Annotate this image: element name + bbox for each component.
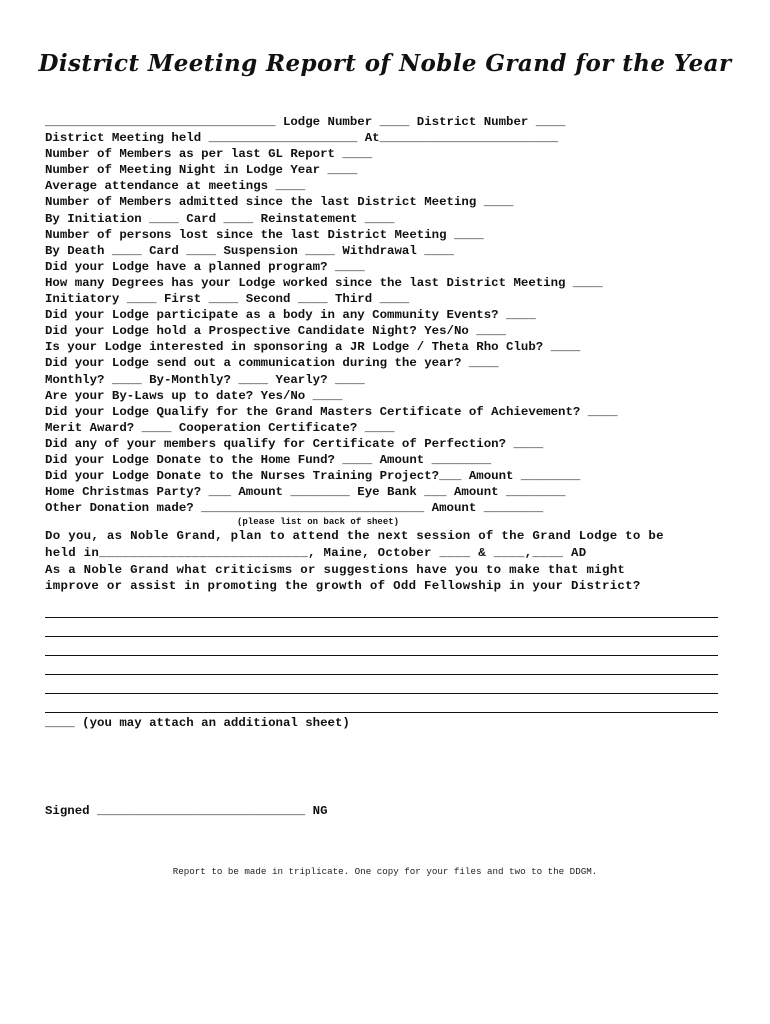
form-line-planned-program[interactable]: Did your Lodge have a planned program? ____ <box>45 259 365 274</box>
answer-line[interactable] <box>45 637 718 656</box>
form-line-candidate-night[interactable]: Did your Lodge hold a Prospective Candidate Night? Yes/No ____ <box>45 324 507 339</box>
question-criticisms-cont: improve or assist in promoting the growth of Odd Fellowship in your District? <box>45 579 641 594</box>
answer-line[interactable] <box>45 694 718 713</box>
form-line-members-count[interactable]: Number of Members as per last GL Report ____ <box>45 147 373 162</box>
form-line-district-meeting[interactable]: District Meeting held ____________________ At________________________ <box>45 131 559 146</box>
form-line-members-admitted[interactable]: Number of Members admitted since the last District Meeting ____ <box>45 195 514 210</box>
footer-note: Report to be made in triplicate. One copy for your files and two to the DDGM. <box>172 866 598 877</box>
answer-line[interactable] <box>45 599 718 618</box>
form-line-community-events[interactable]: Did your Lodge participate as a body in any Community Events? ____ <box>45 308 536 323</box>
form-line-bylaws[interactable]: Are your By-Laws up to date? Yes/No ____ <box>45 388 343 403</box>
form-line-lodge-name[interactable]: _______________________________ Lodge Number ____ District Number ____ <box>45 115 566 129</box>
form-line-degree-types[interactable]: Initiatory ____ First ____ Second ____ Third ____ <box>45 292 410 307</box>
signature-line[interactable]: Signed ____________________________ NG <box>45 804 328 818</box>
back-of-sheet-note: (please list on back of sheet) <box>237 517 400 528</box>
question-criticisms: As a Noble Grand what criticisms or suggestions have you to make that might <box>45 562 626 577</box>
form-line-meeting-nights[interactable]: Number of Meeting Night in Lodge Year ____ <box>45 163 358 178</box>
report-form <box>45 114 735 731</box>
answer-line[interactable] <box>45 618 718 637</box>
question-grand-lodge: Do you, as Noble Grand, plan to attend the next session of the Grand Lodge to be <box>45 529 664 544</box>
form-line-home-fund[interactable]: Did your Lodge Donate to the Home Fund? ____ Amount ________ <box>45 452 492 467</box>
form-line-nurses-training[interactable]: Did your Lodge Donate to the Nurses Training Project?___ Amount ________ <box>45 469 581 484</box>
attach-sheet-line[interactable]: ____ (you may attach an additional sheet) <box>45 715 350 730</box>
form-line-average-attendance[interactable]: Average attendance at meetings ____ <box>45 179 306 194</box>
form-line-communication[interactable]: Did your Lodge send out a communication during the year? ____ <box>45 356 499 371</box>
form-line-perfection-certificate[interactable]: Did any of your members qualify for Certificate of Perfection? ____ <box>45 436 544 451</box>
form-line-merit-award[interactable]: Merit Award? ____ Cooperation Certificate? ____ <box>45 420 395 435</box>
answer-line[interactable] <box>45 656 718 675</box>
page-title: District Meeting Report of Noble Grand for the Year <box>38 50 732 77</box>
form-line-admission-types[interactable]: By Initiation ____ Card ____ Reinstatement ____ <box>45 211 395 226</box>
form-line-loss-types[interactable]: By Death ____ Card ____ Suspension ____ Withdrawal ____ <box>45 243 454 258</box>
form-line-communication-frequency[interactable]: Monthly? ____ By-Monthly? ____ Yearly? ____ <box>45 372 365 387</box>
form-line-degrees-worked[interactable]: How many Degrees has your Lodge worked since the last District Meeting ____ <box>45 275 603 290</box>
question-held-in[interactable]: held in___________________________, Maine, October ____ & ____,____ AD <box>45 545 587 560</box>
answer-line[interactable] <box>45 675 718 694</box>
form-line-christmas-eye-bank[interactable]: Home Christmas Party? ___ Amount ________ Eye Bank ___ Amount ________ <box>45 485 566 500</box>
form-line-persons-lost[interactable]: Number of persons lost since the last District Meeting ____ <box>45 227 484 242</box>
form-line-jr-lodge[interactable]: Is your Lodge interested in sponsoring a JR Lodge / Theta Rho Club? ____ <box>45 340 581 355</box>
answer-lines <box>45 599 735 713</box>
form-line-other-donation[interactable]: Other Donation made? ______________________________ Amount ________ <box>45 501 544 516</box>
form-line-gm-certificate[interactable]: Did your Lodge Qualify for the Grand Masters Certificate of Achievement? ____ <box>45 404 618 419</box>
